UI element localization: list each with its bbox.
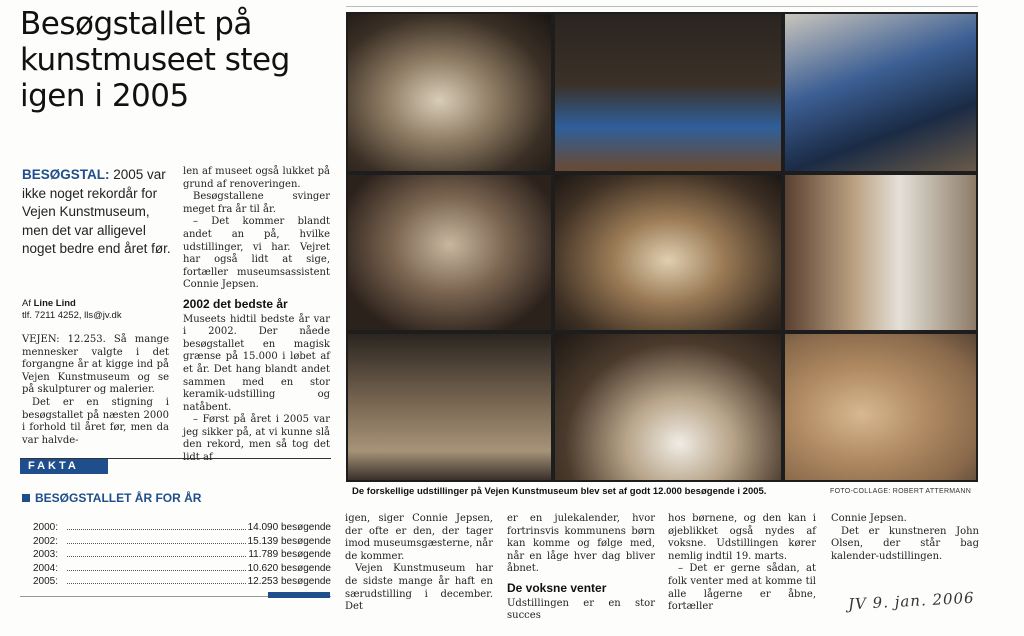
stat-year: 2005: xyxy=(33,576,59,588)
handwritten-date-note: JV 9. jan. 2006 xyxy=(847,588,976,614)
dot-leader xyxy=(67,543,246,544)
lead-kicker: BESØGSTAL: xyxy=(22,167,110,182)
photo-owl xyxy=(555,175,781,330)
article-column-4 xyxy=(507,513,655,623)
stat-value: 14.090 besøgende xyxy=(247,522,331,533)
paragraph: Det er en stigning i besøgstallet på næsten 2000 i forhold til året før, men da var halvde- xyxy=(22,396,169,446)
square-bullet-icon xyxy=(22,494,30,502)
paragraph: – Det er gerne sådan, at folk venter med at komme til alle lågerne er åbne, fortæller xyxy=(668,563,816,613)
article-column-6 xyxy=(831,513,979,563)
dot-leader xyxy=(67,556,246,557)
photo-collage xyxy=(346,12,978,482)
photo-eggs xyxy=(555,334,781,480)
photo-skeleton xyxy=(348,334,551,480)
stat-year: 2004: xyxy=(33,562,59,574)
paragraph: Museets hidtil bedste år var i 2002. Der nåede besøgstallet en magisk grænse på 15.000 i løbet af et år. Det hang blandt andet sammen med en stor keramik-udstilling og natåbent. xyxy=(183,313,330,413)
photo-hat xyxy=(785,175,976,330)
byline xyxy=(22,298,177,322)
paragraph: hos børnene, og den kan i øjeblikket også nydes af voksne. Udstillingen kører nemlig indtil 19. marts. xyxy=(668,513,816,562)
stat-value: 11.789 besøgende xyxy=(248,549,331,561)
photo-animals xyxy=(348,175,551,330)
photo-birds xyxy=(785,14,976,171)
paragraph: er en julekalender, hvor fortrinsvis kommunens børn kan komme og følge med, når en låge hver dag bliver åbnet. xyxy=(507,513,655,575)
lead-text: 2005 var ikke noget rekordår for Vejen Kunstmuseum, men det var alligevel noget bedre end året før. xyxy=(22,167,171,256)
article-column-1 xyxy=(22,334,169,447)
paragraph: Besøgstallene svinger meget fra år til år. xyxy=(183,191,330,215)
fakta-tag: FAKTA xyxy=(20,459,108,474)
headline: Besøgstallet på kunstmuseet steg igen i 2005 xyxy=(20,6,290,114)
stat-value: 15.139 besøgende xyxy=(247,535,331,547)
paragraph: Connie Jepsen. xyxy=(831,513,907,524)
stat-row xyxy=(33,576,331,590)
article-column-5 xyxy=(668,513,816,614)
paragraph: VEJEN: 12.253. Så mange mennesker valgte i det forgangne år at kigge ind på Vejen Kunstmuseum og se på skulpturer og malerier. xyxy=(22,334,169,396)
byline-prefix: Af xyxy=(22,298,31,309)
stat-value: 10.620 besøgende xyxy=(247,562,331,574)
article-column-2 xyxy=(183,166,330,465)
paragraph: – Først på året i 2005 var jeg sikker på, at vi kunne slå den rekord, men så tog det xyxy=(183,414,330,451)
paragraph: igen, siger Connie Jepsen, der ofte er den, der tager imod museumsgæsterne, når de kommer. xyxy=(345,513,493,562)
stat-row xyxy=(33,563,331,577)
photo-caption: De forskellige udstillinger på Vejen Kunstmuseum blev set af godt 12.000 besøgende i 2005. xyxy=(352,486,767,497)
paragraph: – Det kommer blandt andet an på, hvilke udstillinger, vi har. Vejret har også lidt at sige, fortæller museumsassistent Connie Jepsen. xyxy=(183,216,330,291)
stat-row xyxy=(33,522,331,536)
stat-year: 2000: xyxy=(33,522,59,533)
fakta-title xyxy=(22,491,201,505)
paragraph: Vejen Kunstmuseum har de sidste mange år haft en særudstilling i december. Det xyxy=(345,563,493,613)
byline-contact: tlf. 7211 4252, lls@jv.dk xyxy=(22,310,122,321)
paragraph: len af museet også lukket på grund af renoveringen. xyxy=(183,166,330,190)
visitor-stats-list xyxy=(33,522,331,590)
photo-skull xyxy=(348,14,551,171)
stat-year: 2003: xyxy=(33,549,59,561)
stat-year: 2002: xyxy=(33,535,59,547)
byline-author: Line Lind xyxy=(33,298,76,309)
stat-row xyxy=(33,536,331,550)
lead-paragraph xyxy=(22,166,172,259)
paragraph: Udstillingen er en stor succes xyxy=(507,597,655,622)
stat-value: 12.253 besøgende xyxy=(247,576,331,588)
fakta-title-text: BESØGSTALLET ÅR FOR ÅR xyxy=(35,491,202,505)
top-rule xyxy=(346,6,978,7)
paragraph: Det er kunstneren John Olsen, der står bag kalender-udstillingen. xyxy=(831,525,979,562)
stat-row xyxy=(33,549,331,563)
photo-horn xyxy=(555,14,781,171)
photo-credit: FOTO-COLLAGE: ROBERT ATTERMANN xyxy=(830,488,972,495)
subheading: 2002 det bedste år xyxy=(183,296,288,311)
article-column-3 xyxy=(345,513,493,614)
dot-leader xyxy=(67,583,246,584)
photo-fox xyxy=(785,334,976,480)
fakta-accent-bar xyxy=(268,592,330,598)
subheading: De voksne venter xyxy=(507,580,607,595)
dot-leader xyxy=(67,529,246,530)
dot-leader xyxy=(67,570,246,571)
